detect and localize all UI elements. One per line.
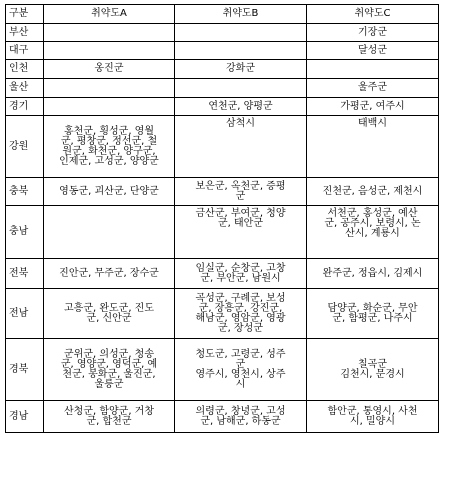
grade-c-cell [307, 116, 439, 178]
grade-b-cell [175, 289, 307, 339]
region-cell: 경북 [6, 339, 44, 401]
header-grade-b: 취약도B [175, 5, 307, 24]
grade-c-cell [307, 206, 439, 259]
cell-text-line: 군, 평창군, 정선군, 철 [60, 135, 158, 147]
cell-text-line: 군, 공주시, 보령시, 논 [324, 218, 421, 229]
cell-text-line: 군, 합천군 [86, 415, 132, 427]
grade-c-cell [307, 178, 439, 206]
grade-b-cell [175, 79, 307, 98]
cell-text-line: 기장군 [358, 26, 387, 38]
cell-text-line: 강화군 [226, 63, 255, 74]
table-row [6, 42, 439, 60]
cell-text-line: 천군, 봉화군, 울진군, [62, 368, 156, 380]
cell-text-line: 울주군 [358, 82, 387, 93]
cell-text-line: 금산군, 부여군, 청양 [195, 208, 286, 219]
cell-text-line: 진안군, 무주군, 장수군 [59, 267, 159, 279]
grade-a-cell [44, 339, 175, 401]
region-cell: 경기 [6, 98, 44, 116]
grade-c-cell [307, 60, 439, 79]
grade-a-cell [44, 206, 175, 259]
table-row [6, 60, 439, 79]
table-row [6, 206, 439, 259]
grade-b-cell [175, 24, 307, 42]
cell-text-line: 함안군, 통영시, 사천 [327, 405, 418, 417]
cell-text-line: 인제군, 고성군, 양양군 [59, 155, 159, 167]
grade-c-cell [307, 98, 439, 116]
cell-text-line: 산시, 계룡시 [345, 228, 400, 239]
grade-b-cell [175, 116, 307, 178]
grade-c-cell [307, 401, 439, 433]
grade-c-cell [307, 24, 439, 42]
grade-c-cell [307, 42, 439, 60]
header-grade-c: 취약도C [307, 5, 439, 24]
grade-b-cell [175, 259, 307, 289]
cell-text-line: 군 [235, 190, 246, 202]
region-cell: 부산 [6, 24, 44, 42]
grade-b-cell [175, 98, 307, 116]
cell-text-line: 고흥군, 완도군, 진도 [64, 302, 154, 314]
cell-text-line: 청도군, 고령군, 성주 [195, 348, 286, 360]
cell-text-line: 곡성군, 구례군, 보성 [195, 292, 286, 304]
cell-text-line: 가평군, 여주시 [340, 100, 405, 112]
cell-text-line: 군, 남해군, 하동군 [200, 415, 281, 427]
cell-text-line: 군, 함평군, 나주시 [332, 312, 413, 324]
cell-text-line: 홍천군, 횡성군, 영월 [64, 125, 154, 137]
cell-text-line: 군, 영양군, 영덕군, 예 [60, 358, 158, 370]
cell-text-line: 태백시 [358, 118, 387, 129]
cell-text-line: 군, 장성군 [218, 322, 263, 334]
cell-text-line: 군위군, 의성군, 청송 [64, 348, 154, 360]
grade-a-cell [44, 79, 175, 98]
vulnerability-table-container [5, 4, 439, 433]
grade-c-cell [307, 259, 439, 289]
table-row [6, 289, 439, 339]
grade-a-cell [44, 42, 175, 60]
cell-text-line: 삼척시 [226, 118, 255, 129]
grade-a-cell [44, 98, 175, 116]
grade-a-cell [44, 116, 175, 178]
cell-text-line: 옹진군 [94, 63, 124, 74]
cell-text-line: 영동군, 괴산군, 단양군 [59, 185, 159, 197]
cell-text-line: 진천군, 음성군, 제천시 [322, 185, 423, 197]
grade-a-cell [44, 289, 175, 339]
region-cell: 강원 [6, 116, 44, 178]
region-cell: 울산 [6, 79, 44, 98]
cell-text-line: 군, 태안군 [218, 218, 263, 229]
grade-a-cell [44, 401, 175, 433]
table-row [6, 98, 439, 116]
header-grade-a: 취약도A [44, 5, 175, 24]
grade-b-cell [175, 339, 307, 401]
grade-a-cell [44, 24, 175, 42]
grade-b-cell [175, 178, 307, 206]
region-cell: 전북 [6, 259, 44, 289]
table-body [6, 5, 439, 433]
region-cell: 충북 [6, 178, 44, 206]
region-cell: 경남 [6, 401, 44, 433]
table-row [6, 79, 439, 98]
cell-text-line: 군, 부안군, 남원시 [200, 272, 281, 284]
grade-b-cell [175, 60, 307, 79]
cell-text-line: 군, 장흥군, 강진군, [198, 302, 283, 314]
region-cell: 충남 [6, 206, 44, 259]
cell-text-line: 서천군, 홍성군, 예산 [327, 208, 418, 219]
grade-b-cell [175, 401, 307, 433]
grade-a-cell [44, 259, 175, 289]
grade-b-cell [175, 206, 307, 259]
cell-text-line: 완주군, 정읍시, 김제시 [322, 267, 423, 279]
region-cell: 대구 [6, 42, 44, 60]
cell-text-line: 울릉군 [94, 378, 124, 390]
header-region: 구분 [6, 5, 44, 24]
grade-c-cell [307, 339, 439, 401]
table-row [6, 178, 439, 206]
cell-text-line: 군 [235, 358, 246, 370]
table-row [6, 116, 439, 178]
cell-text-line: 산청군, 함양군, 거창 [64, 405, 154, 417]
grade-a-cell [44, 60, 175, 79]
cell-text-line: 의령군, 창녕군, 고성 [195, 405, 286, 417]
cell-text-line: 김천시, 문경시 [340, 368, 405, 380]
region-cell: 인천 [6, 60, 44, 79]
table-row [6, 339, 439, 401]
grade-c-cell [307, 79, 439, 98]
cell-text-line: 칠곡군 [358, 358, 387, 370]
cell-text-line: 군, 신안군 [86, 312, 132, 324]
cell-text-line: 시 [235, 378, 246, 390]
cell-text-line: 담양군, 화순군, 무안 [327, 302, 418, 314]
table-row [6, 401, 439, 433]
grade-b-cell [175, 42, 307, 60]
cell-text-line: 원군, 화천군, 양구군, [62, 145, 156, 157]
table-row [6, 259, 439, 289]
vulnerability-table [5, 4, 439, 433]
grade-c-cell [307, 289, 439, 339]
cell-text-line: 임실군, 순창군, 고창 [195, 262, 286, 274]
cell-text-line: 해남군, 영암군, 영광 [195, 312, 286, 324]
cell-text-line: 달성군 [358, 44, 387, 56]
cell-text-line: 연천군, 양평군 [208, 100, 273, 112]
cell-text-line: 시, 밀양시 [350, 415, 395, 427]
cell-text-line: 영주시, 영천시, 상주 [195, 368, 286, 380]
header-row [6, 5, 439, 24]
table-row [6, 24, 439, 42]
region-cell: 전남 [6, 289, 44, 339]
cell-text-line: 보은군, 옥천군, 증평 [195, 180, 286, 192]
grade-a-cell [44, 178, 175, 206]
